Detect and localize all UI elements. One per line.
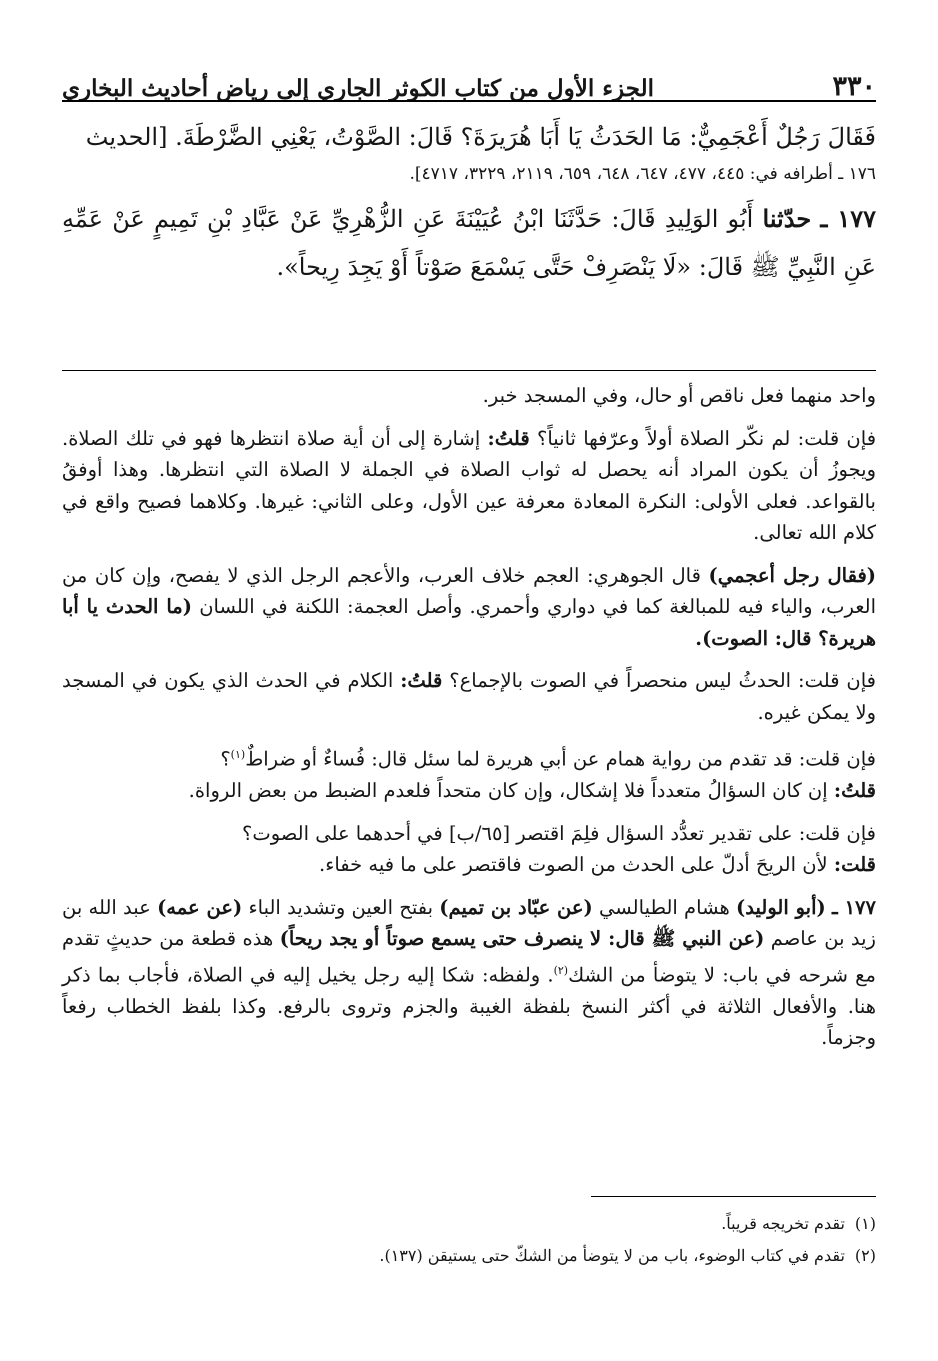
footnote-ref: (٢): [553, 963, 569, 977]
page-number: ٣٣٠: [832, 71, 876, 102]
hadith-text-block: [62, 115, 876, 291]
hadith-177-lead: حدّثنا: [762, 204, 812, 233]
commentary-divider: [62, 370, 876, 371]
footnote-divider: [591, 1196, 876, 1197]
header-divider: [62, 100, 876, 102]
commentary-text: هشام الطيالسي: [599, 895, 730, 919]
commentary-text: قال الجوهري: العجم خلاف العرب، والأعجم الرجل الذي لا يفصح، وإن كان من العرب، والياء فيه للمبالغة كما في دواري وأحمري. وأصل العجمة: اللكنة في اللسان: [62, 563, 876, 618]
commentary-text: . ولفظه: شكا إليه رجل يخيل إليه في الصلاة، فأجاب بما ذكر هنا. والأفعال الثلاثة في أكثر النسخ بلفظة الغيبة والجزم وتروى بالرفع. وكذا بلفظ الخطاب رفعاً وجزماً.: [62, 963, 876, 1049]
commentary-paragraph: [62, 423, 876, 549]
answer-text: الكلام في الحدث الذي يكون في المسجد ولا يمكن غيره.: [62, 669, 876, 724]
footnote-number: (٢): [854, 1246, 876, 1265]
question-text: فإن قلت: الحدثُ ليس منحصراً في الصوت بالإجماع؟: [449, 669, 877, 692]
answer-text: لأن الريحَ أدلّ على الحدث من الصوت فاقتصر على ما فيه خفاء.: [319, 853, 828, 876]
answer-text: إشارة إلى أن أية صلاة انتظرها فهو في تلك الصلاة. ويجوزُ أن يكون المراد أنه يحصل له ثواب الصلاة في الجملة لا الصلاة التي انتظرها. وهذا أوفقُ بالقواعد. فعلى الأولى: النكرة المعادة معرفة عين الأول، وعلى الثاني: غيرها. وكلاهما فصيح واقع في كلام الله تعالى.: [62, 426, 876, 544]
commentary-text: عبد الله بن زيد بن عاصم: [62, 895, 876, 950]
hadith-176-references: ١٧٦ ـ أطرافه في: ٤٤٥، ٤٧٧، ٦٤٧، ٦٤٨، ٦٥٩، ٢١١٩، ٣٢٢٩، ٤٧١٧].: [409, 164, 876, 184]
quoted-phrase: (عن النبي ﷺ قال: لا ينصرف حتى يسمع صوتاً أو يجد ريحاً): [279, 927, 765, 950]
footnote-number: (١): [854, 1214, 876, 1233]
answer-marker: قلتُ:: [833, 779, 876, 802]
question-text: فإن قلت: قد تقدم من رواية همام عن أبي هريرة لما سئل قال: فُساءٌ أو ضراطٌ: [245, 747, 876, 771]
hadith-177: [62, 195, 876, 291]
answer-marker: قلت:: [833, 853, 876, 876]
commentary-paragraph: [62, 665, 876, 728]
commentary-paragraph: [62, 380, 876, 412]
hadith-177-number: ١٧٧ ـ: [820, 204, 876, 233]
footnote-text: تقدم تخريجه قريباً.: [721, 1214, 845, 1233]
quoted-phrase: (عن عمه): [157, 895, 243, 919]
running-title: الجزء الأول من كتاب الكوثر الجاري إلى رياض أحاديث البخاري: [62, 75, 654, 102]
footnote-ref: (١): [230, 748, 246, 761]
hadith-number: ١٧٧ ـ: [832, 895, 876, 919]
question-text: فإن قلت: لم نكّر الصلاة أولاً وعرّفها ثانياً؟: [536, 426, 877, 450]
footnote-2: [62, 1240, 876, 1272]
question-mark: ؟: [220, 747, 231, 771]
footnote-text: تقدم في كتاب الوضوء، باب من لا يتوضأ من الشكّ حتى يستيقن (١٣٧).: [379, 1246, 845, 1265]
quoted-phrase: (عن عبّاد بن تميم): [439, 895, 593, 919]
answer-marker: قلتُ:: [400, 669, 443, 692]
commentary-text: بفتح العين وتشديد الباء: [248, 895, 434, 919]
commentary-text: هذه قطعة من حديثٍ تقدم مع شرحه في باب: لا يتوضأ من الشك: [62, 927, 876, 986]
answer-text: إن كان السؤالُ متعدداً فلا إشكال، وإن كان متحداً فلعدم الضبط من بعض الرواة.: [188, 779, 828, 802]
question-text: فإن قلت: على تقدير تعدُّد السؤال فلِمَ اقتصر [٦٥/ب] في أحدهما على الصوت؟: [241, 821, 876, 845]
commentary-paragraph: [62, 739, 876, 807]
page-header: [62, 52, 876, 102]
commentary-paragraph: [62, 818, 876, 881]
commentary-paragraph: [62, 892, 876, 1054]
commentary-paragraph: [62, 560, 876, 655]
hadith-176-ending: فَقَالَ رَجُلٌ أَعْجَمِيٌّ: مَا الحَدَثُ يَا أَبَا هُرَيرَةَ؟ قَالَ: الصَّوْتُ، يَعْنِي الضَّرْطَةَ. [الحديث: [85, 123, 876, 151]
quoted-phrase: (فقال رجل أعجمي): [708, 563, 877, 587]
commentary-text: واحد منهما فعل ناقص أو حال، وفي المسجد خبر.: [482, 384, 876, 407]
commentary-block: [62, 380, 876, 1065]
hadith-177-text: أَبُو الوَلِيدِ قَالَ: حَدَّثَنَا ابْنُ عُيَيْنَةَ عَنِ الزُّهْرِيِّ عَنْ عَبَّادِ بْنِ تَمِيمٍ عَنْ عَمِّهِ عَنِ النَّبِيِّ ﷺ قَالَ: «لَا يَنْصَرِفْ حَتَّى يَسْمَعَ صَوْتاً أَوْ يَجِدَ رِيحاً».: [62, 205, 876, 281]
answer-marker: قلتُ:: [487, 426, 530, 450]
footnotes: [62, 1208, 876, 1272]
quoted-phrase: (أبو الوليد): [736, 895, 826, 919]
footnote-1: [62, 1208, 876, 1240]
quoted-phrase: (ما الحدث يا أبا هريرة؟ قال: الصوت).: [62, 595, 876, 650]
